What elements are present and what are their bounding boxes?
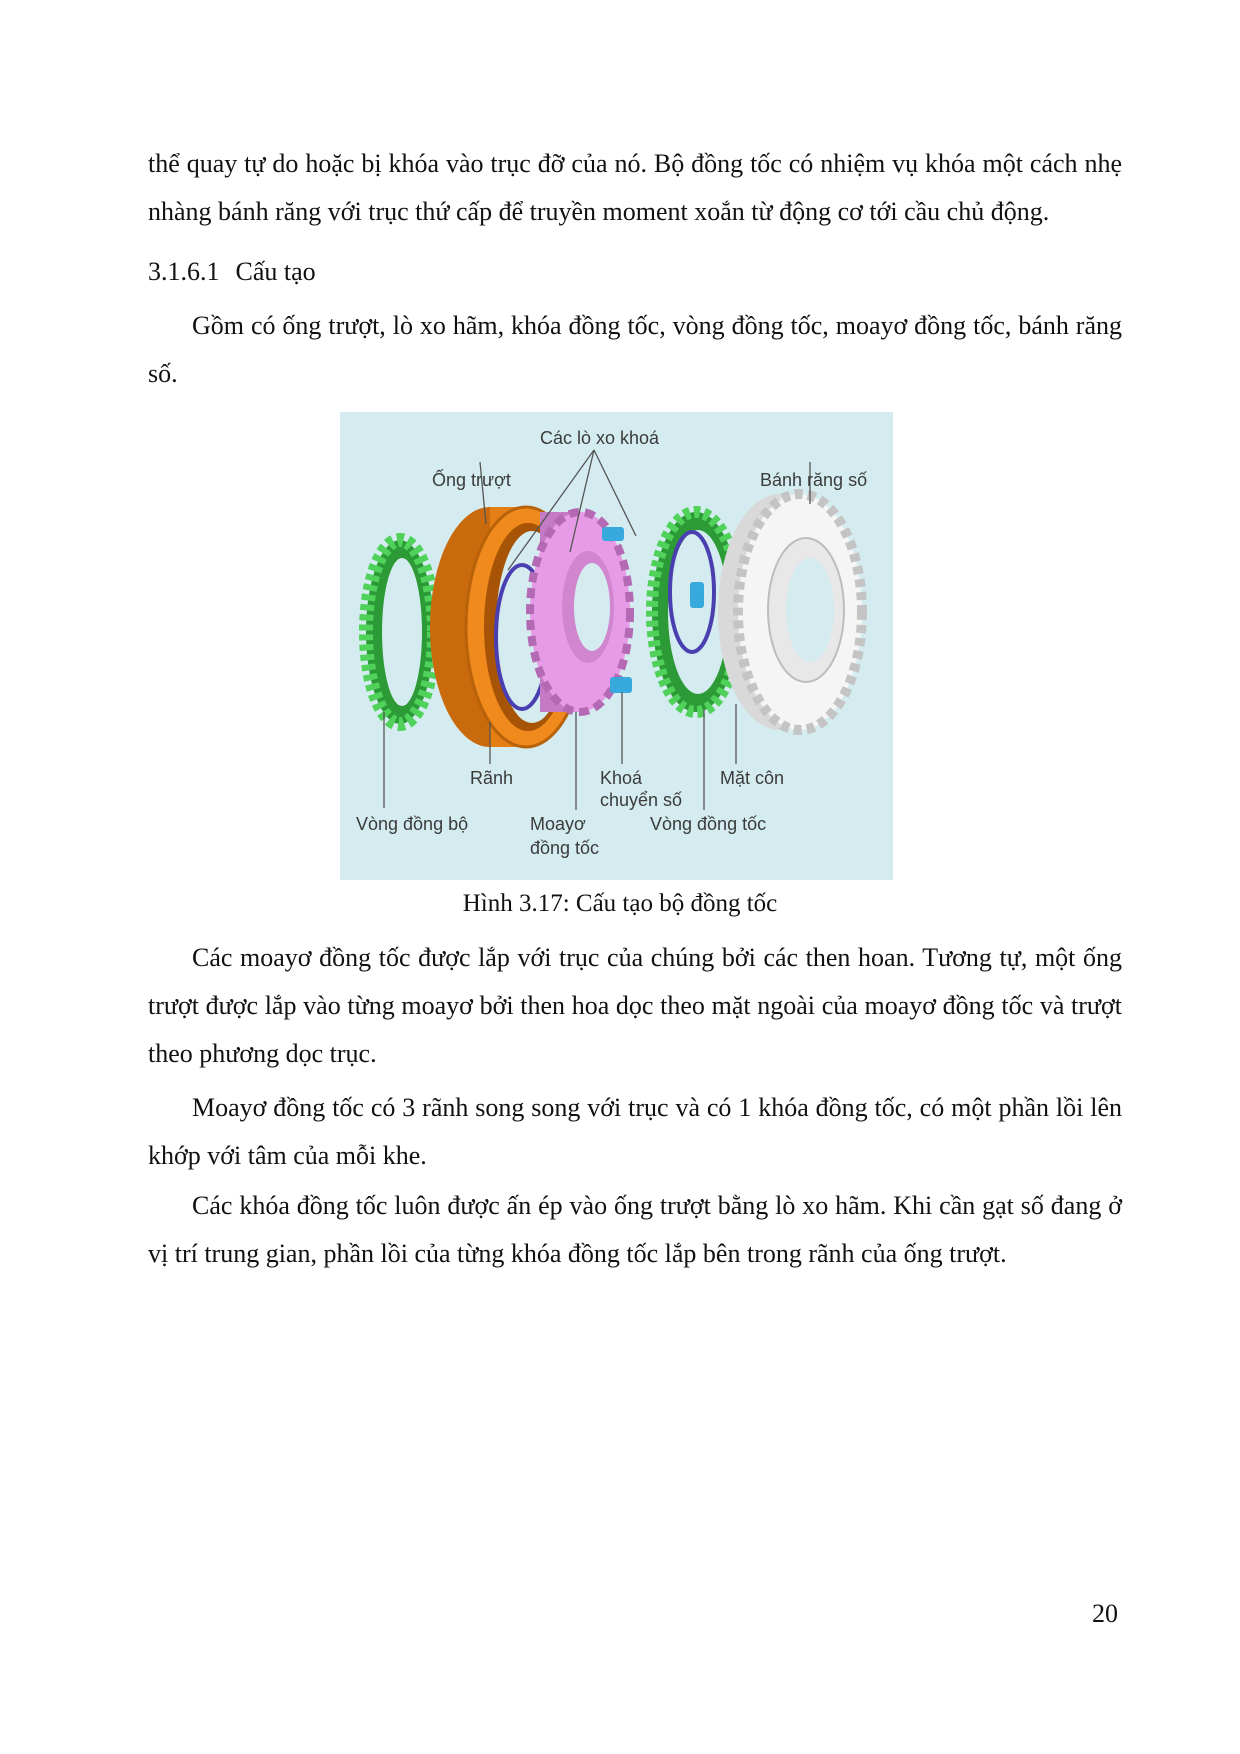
label-hub-line2: đồng tốc: [530, 838, 600, 858]
label-ring-left: Vòng đồng bộ: [356, 814, 469, 834]
key-top-graphic: [602, 527, 624, 541]
label-springs: Các lò xo khoá: [540, 428, 660, 448]
paragraph-intro: thể quay tự do hoặc bị khóa vào trục đỡ của nó. Bộ đồng tốc có nhiệm vụ khóa một cách nhẹ nhàng bánh răng với trục thứ cấp để truyền moment xoắn từ động cơ tới cầu chủ động.: [148, 149, 1122, 226]
section-heading: [148, 248, 316, 296]
page-number: 20: [1092, 1599, 1118, 1628]
ring-left-graphic: [366, 540, 434, 724]
key-right-graphic: [690, 582, 704, 608]
gear-graphic: [718, 494, 862, 730]
section-number: 3.1.6.1: [148, 257, 220, 286]
paragraph-grooves: Moayơ đồng tốc có 3 rãnh song song với trục và có 1 khóa đồng tốc, có một phần lồi lên khớp với tâm của mỗi khe.: [148, 1093, 1122, 1170]
label-sleeve: Ống trượt: [432, 470, 511, 490]
figure-caption: Hình 3.17: Cấu tạo bộ đồng tốc: [462, 890, 778, 917]
label-hub-line1: Moayơ: [530, 814, 586, 834]
key-bottom-graphic: [610, 677, 632, 693]
label-key-line1: Khoá: [600, 768, 643, 788]
paragraph-hub: Các moayơ đồng tốc được lắp với trục của chúng bởi các then hoan. Tương tự, một ống trượt được lắp vào từng moayơ bởi then hoa dọc theo mặt ngoài của moayơ đồng tốc và trượt theo phương dọc trục.: [148, 943, 1122, 1068]
label-cone: Mặt côn: [720, 768, 785, 788]
label-key-line2: chuyển số: [600, 790, 683, 810]
paragraph-components: Gồm có ống trượt, lò xo hãm, khóa đồng tốc, vòng đồng tốc, moayơ đồng tốc, bánh răng số.: [148, 311, 1122, 388]
label-ring-right: Vòng đồng tốc: [650, 814, 767, 834]
synchronizer-figure: [340, 412, 893, 880]
label-groove: Rãnh: [470, 768, 514, 788]
label-gear: Bánh răng số: [760, 470, 868, 490]
section-title: Cấu tạo: [235, 257, 316, 286]
paragraph-keys: Các khóa đồng tốc luôn được ấn ép vào ống trượt bằng lò xo hãm. Khi cần gạt số đang ở vị trí trung gian, phần lồi của từng khóa đồng tốc lắp bên trong rãnh của ống trượt.: [148, 1191, 1122, 1268]
